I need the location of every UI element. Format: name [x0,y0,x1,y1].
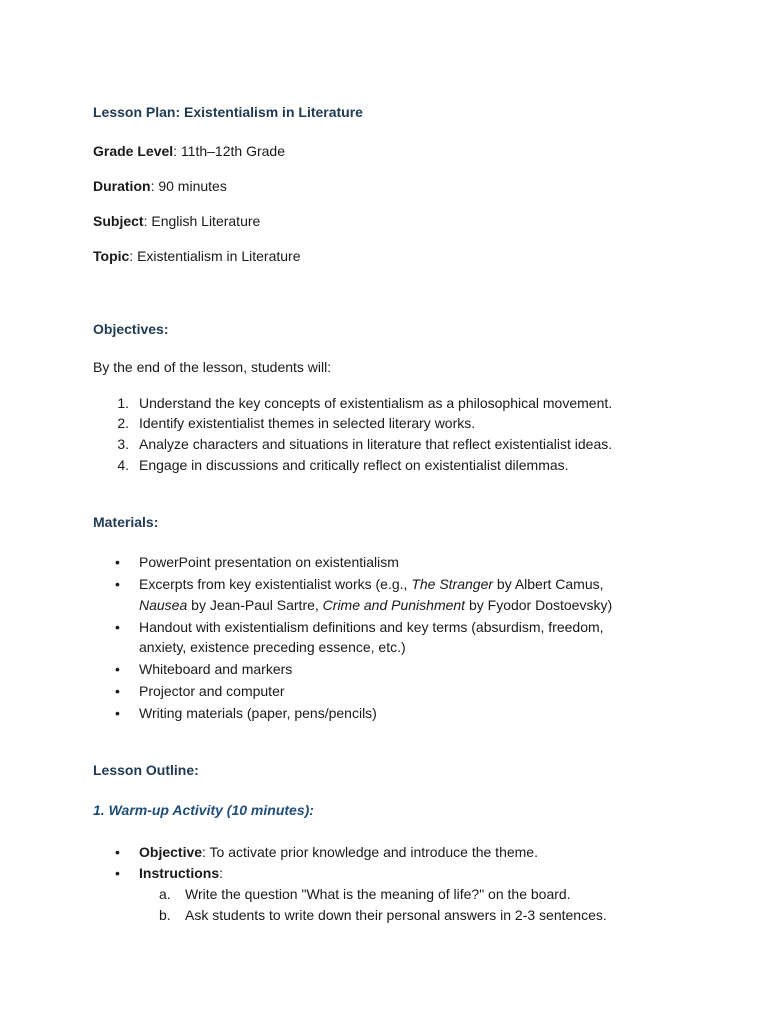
materials-heading: Materials: [93,514,159,530]
bullet-icon: • [115,576,120,592]
info-duration [93,178,227,194]
info-label: Duration [93,178,151,194]
info-subject [93,213,260,229]
info-value: : 11th–12th Grade [173,143,285,159]
work-title: Nausea [139,597,188,613]
objectives-heading: Objectives: [93,321,169,337]
info-grade-level [93,143,285,159]
objectives-intro: By the end of the lesson, students will: [93,359,332,375]
bullet-icon: • [115,705,120,721]
info-label: Grade Level [93,143,174,159]
info-value: : Existentialism in Literature [129,248,301,264]
work-title: The Stranger [411,576,494,592]
bullet-icon: • [115,661,120,677]
info-value: : 90 minutes [150,178,227,194]
lesson-outline-heading: Lesson Outline: [93,762,199,778]
document-title: Lesson Plan: Existentialism in Literature [93,104,363,120]
work-title: Crime and Punishment [322,597,466,613]
bullet-icon: • [115,844,120,860]
info-value: : English Literature [143,213,261,229]
bullet-icon: • [115,865,120,881]
info-topic [93,248,300,264]
bullet-icon: • [115,619,120,635]
warmup-heading: 1. Warm-up Activity (10 minutes): [93,802,314,818]
info-label: Topic [93,248,130,264]
bullet-icon: • [115,554,120,570]
info-label: Subject [93,213,144,229]
bullet-icon: • [115,683,120,699]
